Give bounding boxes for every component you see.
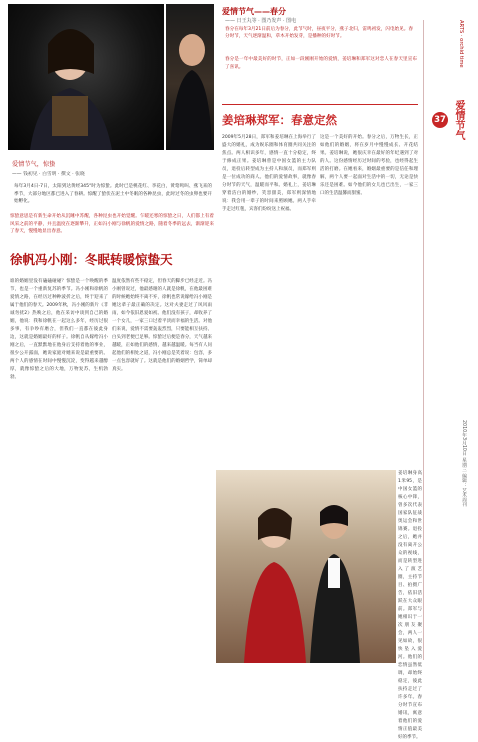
right-column-3: 姜培琳身高1米95，是中国女篮的核心中锋，曾多次代表国家队征战奥运会和世锦赛。退役之后，她并没有离开公众的视线，而是转型进入了演艺圈，主持节目、拍摄广告，依旧活跃在大众眼前。郑军与她相识于一次朋友聚会，两人一见如故，很快坠入爱河。他们的恋情虽然低调，却始终稳定，彼此扶持走过了许多年。春分时节宣布婚讯，寓意着他们的爱情正值最美好的季节。 — [398, 471, 422, 740]
right-divider — [222, 104, 418, 105]
right-column-2: 这是一个美好的开始。春分之后，万物生长，正如他们的婚姻，将在岁月中慢慢成长、开花结果。姜培琳说，她很庆幸在最好的年纪遇到了对的人。这份感情经历过时间的考验，也经得起生活的打磨。在她看来，婚姻最重要的是信任和理解，两个人要一起面对生活中的一切，无论是快乐还是困难。如今他们的女儿也已出生，一家三口的生活温馨而甜蜜。 — [320, 135, 418, 196]
sidebar-rule — [423, 20, 424, 660]
left-intro: 每年3月4日-7日，太阳到达黄经345°时为惊蛰。此时已是桃花红、李花白，黄莺鸣叫、燕飞来的季节，大部分地区都已进入了春耕。惊醒了蛰伏在泥土中冬眠的各种昆虫，此时过冬的虫卵也要开始孵化。 — [14, 184, 212, 205]
photo-feng-xiaogang — [166, 4, 214, 150]
right-top-title: 爱情节气——春分 — [222, 7, 286, 16]
left-column-1: 谁的婚姻里没有磕磕碰碰？惊蛰是一个唤醒的季节，也是一个重新复苏的季节。冯小刚和徐帆的爱情之路，在经历过种种波折之后，终于迎来了属于他们的春天。2009年秋，冯小刚的新片《非诚勿扰2》热映之后，他在采访中谈到自己的婚姻，他说：我和徐帆在一起这么多年，经历过很多事，有争吵有磨合，但我们一直都在彼此身边，这就是婚姻最好的样子。徐帆自从嫁给冯小刚之后，一直默默地在他身后支持着他的事业，很少公开露面，她说家庭对她来说是最重要的。两个人的感情在时间中慢慢沉淀，变得越来越醇厚，就像惊蛰之后的大地，万物复苏，生机勃勃。 — [10, 279, 108, 380]
left-headline-block — [10, 252, 210, 268]
left-caption-title: 爱情节气，惊蛰 — [12, 161, 56, 168]
right-column-1: 2009年5月28日，郑军和姜培琳在上海举行了盛大的婚礼，成为娱乐圈和体育圈共同关注的焦点。两人相识多年，感情一直十分稳定，终于修成正果。姜培琳曾是中国女篮的主力队员，退役后转型成为主持人和演员，而郑军则是一位成功的商人。他们的爱情故事，就像春分时节的天气，温暖而平和。婚礼上，姜培琳穿着洁白的婚纱，笑容甜美，郑军则深情地说：我会用一辈子的时间来照顾她。两人手牵手走过红毯，宾客们纷纷送上祝福。 — [222, 135, 316, 212]
section-title: 爱情节气 — [453, 100, 464, 140]
photo-xu-fan — [8, 4, 164, 150]
right-top-sub: —— 日王丸等 · 图乃发声 · 图电 — [225, 18, 297, 24]
left-headline: 徐帆冯小刚：冬眠转暖惊蛰天 — [10, 252, 173, 267]
photo-jiang-peilin-zheng-jun — [216, 470, 396, 663]
section-tagline: ARTS · orchid time — [458, 20, 464, 68]
left-caption-sub: —— 钱初见 · 白雪明 · 撰文 · 张晓 — [12, 172, 85, 177]
right-blurb-2: 春分是一年中最美好的时节，正如一段刚刚开始的爱情，姜培琳和郑军这对恋人在春天里宣布了喜讯。 — [225, 57, 417, 70]
right-headline: 姜培琳郑军：春意定然 — [222, 113, 337, 127]
page-footer: 2010年3月10日 星期三 编辑：艺术周刊 — [461, 420, 466, 507]
left-blurb: 惊蛰意思是有新生命开始从沉睡中苏醒，各种昆虫也开始觉醒。乍暖还寒的惊蛰之日，人们都上有着风采之前的平静，并且温度在逐渐攀升，正如冯小刚与徐帆的爱情之路，随着冬季的远去，渐渐迎来了春天，慢慢地显出春意。 — [10, 214, 214, 235]
page-number: 37 — [432, 112, 448, 128]
left-column-2: 温度依然有些不稳定，但春天的脚步已经走近。冯小刚曾说过，他最感谢的人就是徐帆，在他最困难的时候她始终不离不弃，徐帆也常说嫁给冯小刚是她这辈子最正确的决定。这对夫妻走过了风风雨雨，如今依旧恩爱如初。他们没有孩子，却收养了一个女儿，一家三口过着平淡而幸福的生活。对他们来说，爱情不需要轰轰烈烈，只要能相互扶持、白头到老便已足够。惊蛰过后便是春分，天气越来越暖，正如他们的感情，越来越温暖。每当有人问起他们的相处之道，冯小刚总是笑着说：包容，多一点包容就好了。这就是他们的婚姻哲学，简单却真实。 — [112, 279, 212, 372]
right-blurb: 春分在每年3月21日前后为春分，此节气时，昼夜平分，燕子北归，雷鸣初发，闪电始见。春分时节，天气逐渐温和，草木开始发芽，是播种的好时节。 — [225, 27, 413, 39]
